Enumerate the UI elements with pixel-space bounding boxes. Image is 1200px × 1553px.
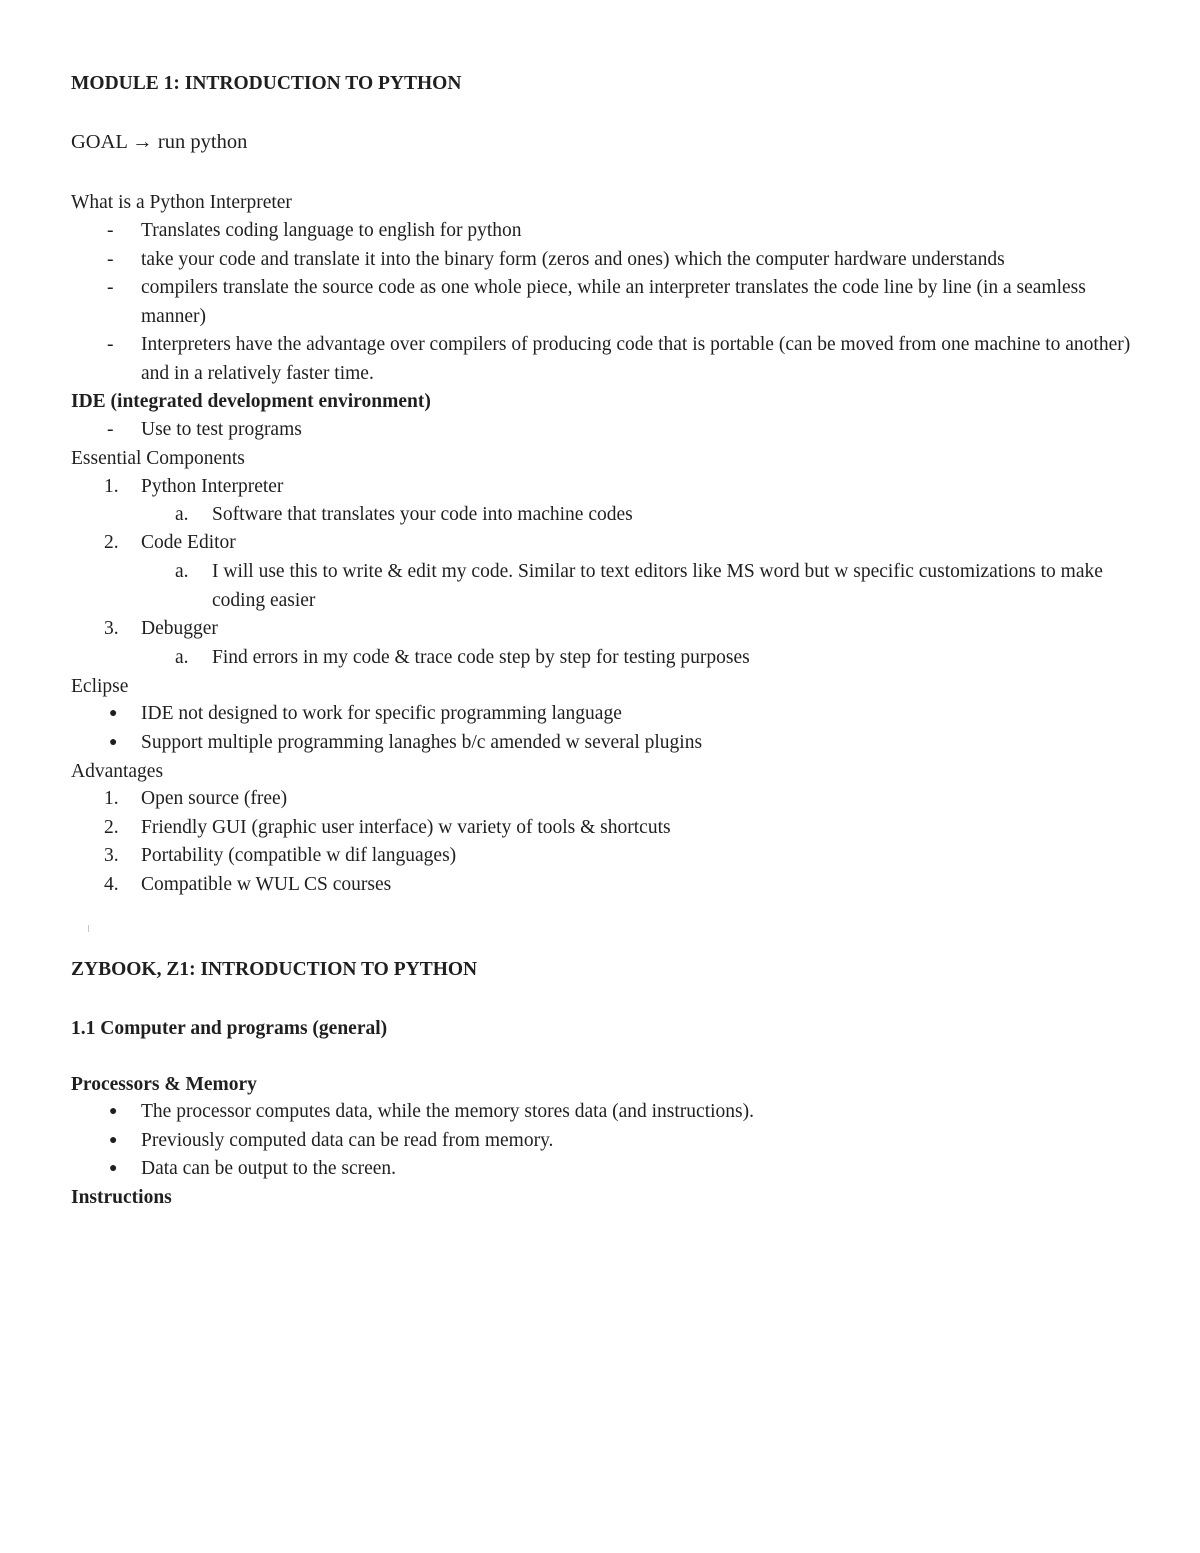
list-item: [71, 700, 1131, 729]
list-item: [71, 1127, 1131, 1156]
list-item: [71, 416, 1131, 445]
number-marker: 3.: [104, 845, 119, 866]
list-item-text: Open source (free): [141, 788, 288, 809]
list-item: [71, 1098, 1131, 1127]
list-item-text: IDE not designed to work for specific programming language: [141, 703, 622, 724]
bullet-marker: ●: [109, 1161, 118, 1176]
list-item-text: Portability (compatible w dif languages): [141, 845, 457, 866]
list-item: [71, 246, 1131, 275]
list-item: [71, 785, 1131, 814]
sub-list-item-text: I will use this to write & edit my code. Similar to text editors like MS word but w specific customizations to make coding easier: [212, 561, 1103, 611]
number-marker: 4.: [104, 874, 119, 895]
dash-marker: -: [107, 220, 114, 241]
list-item: [71, 842, 1131, 871]
list-item-text: compilers translate the source code as one whole piece, while an interpreter translates the code line by line (in a seamless manner): [141, 277, 1086, 327]
list-item-text: Python Interpreter: [141, 476, 284, 497]
number-marker: 1.: [104, 476, 119, 497]
number-marker: 1.: [104, 788, 119, 809]
list-item: [71, 871, 1131, 900]
list-item: [71, 217, 1131, 246]
dash-marker: -: [107, 334, 114, 355]
list-item-text: The processor computes data, while the memory stores data (and instructions).: [141, 1101, 754, 1122]
processors-heading: Processors & Memory: [71, 1074, 257, 1095]
list-item: [71, 615, 1131, 644]
list-item-text: Use to test programs: [141, 419, 302, 440]
list-item: [71, 814, 1131, 843]
number-marker: 2.: [104, 817, 119, 838]
bullet-marker: ●: [109, 706, 118, 721]
list-item: [71, 529, 1131, 558]
advantages-heading: Advantages: [71, 761, 164, 782]
sub-list-item-text: Find errors in my code & trace code step by step for testing purposes: [212, 647, 750, 668]
dash-marker: -: [107, 419, 114, 440]
list-item: [71, 331, 1131, 388]
goal-line: GOAL → run python: [71, 131, 248, 153]
letter-marker: a.: [175, 647, 189, 668]
number-marker: 3.: [104, 618, 119, 639]
dash-marker: -: [107, 249, 114, 270]
list-item: [71, 473, 1131, 502]
list-item-text: Compatible w WUL CS courses: [141, 874, 392, 895]
bullet-marker: ●: [109, 1104, 118, 1119]
sub-list-item: [71, 644, 1131, 673]
list-item-text: Code Editor: [141, 532, 236, 553]
list-item-text: Friendly GUI (graphic user interface) w variety of tools & shortcuts: [141, 817, 671, 838]
list-item-text: Previously computed data can be read from memory.: [141, 1130, 554, 1151]
list-item-text: Debugger: [141, 618, 218, 639]
eclipse-heading: Eclipse: [71, 676, 129, 697]
stray-mark: [88, 925, 89, 932]
bullet-marker: ●: [109, 735, 118, 750]
bullet-marker: ●: [109, 1133, 118, 1148]
list-item-text: Interpreters have the advantage over compilers of producing code that is portable (can be moved from one machine to another) and in a relatively faster time.: [141, 334, 1131, 384]
number-marker: 2.: [104, 532, 119, 553]
sub-list-item-text: Software that translates your code into machine codes: [212, 504, 633, 525]
list-item: [71, 1155, 1131, 1184]
list-item-text: Data can be output to the screen.: [141, 1158, 397, 1179]
essential-heading: Essential Components: [71, 448, 245, 469]
list-item-text: take your code and translate it into the binary form (zeros and ones) which the computer hardware understands: [141, 249, 1005, 270]
sub-list-item: [71, 501, 1131, 530]
ide-heading: IDE (integrated development environment): [71, 391, 431, 412]
interpreter-heading: What is a Python Interpreter: [71, 192, 292, 213]
list-item-text: Support multiple programming lanaghes b/c amended w several plugins: [141, 732, 703, 753]
instructions-heading: Instructions: [71, 1187, 172, 1208]
list-item: [71, 729, 1131, 758]
dash-marker: -: [107, 277, 114, 298]
section-heading: 1.1 Computer and programs (general): [71, 1018, 388, 1039]
letter-marker: a.: [175, 561, 189, 582]
list-item-text: Translates coding language to english for python: [141, 220, 522, 241]
zybook-title: ZYBOOK, Z1: INTRODUCTION TO PYTHON: [71, 959, 478, 980]
list-item: [71, 274, 1131, 331]
module-title: MODULE 1: INTRODUCTION TO PYTHON: [71, 73, 462, 94]
letter-marker: a.: [175, 504, 189, 525]
sub-list-item: [71, 558, 1131, 615]
